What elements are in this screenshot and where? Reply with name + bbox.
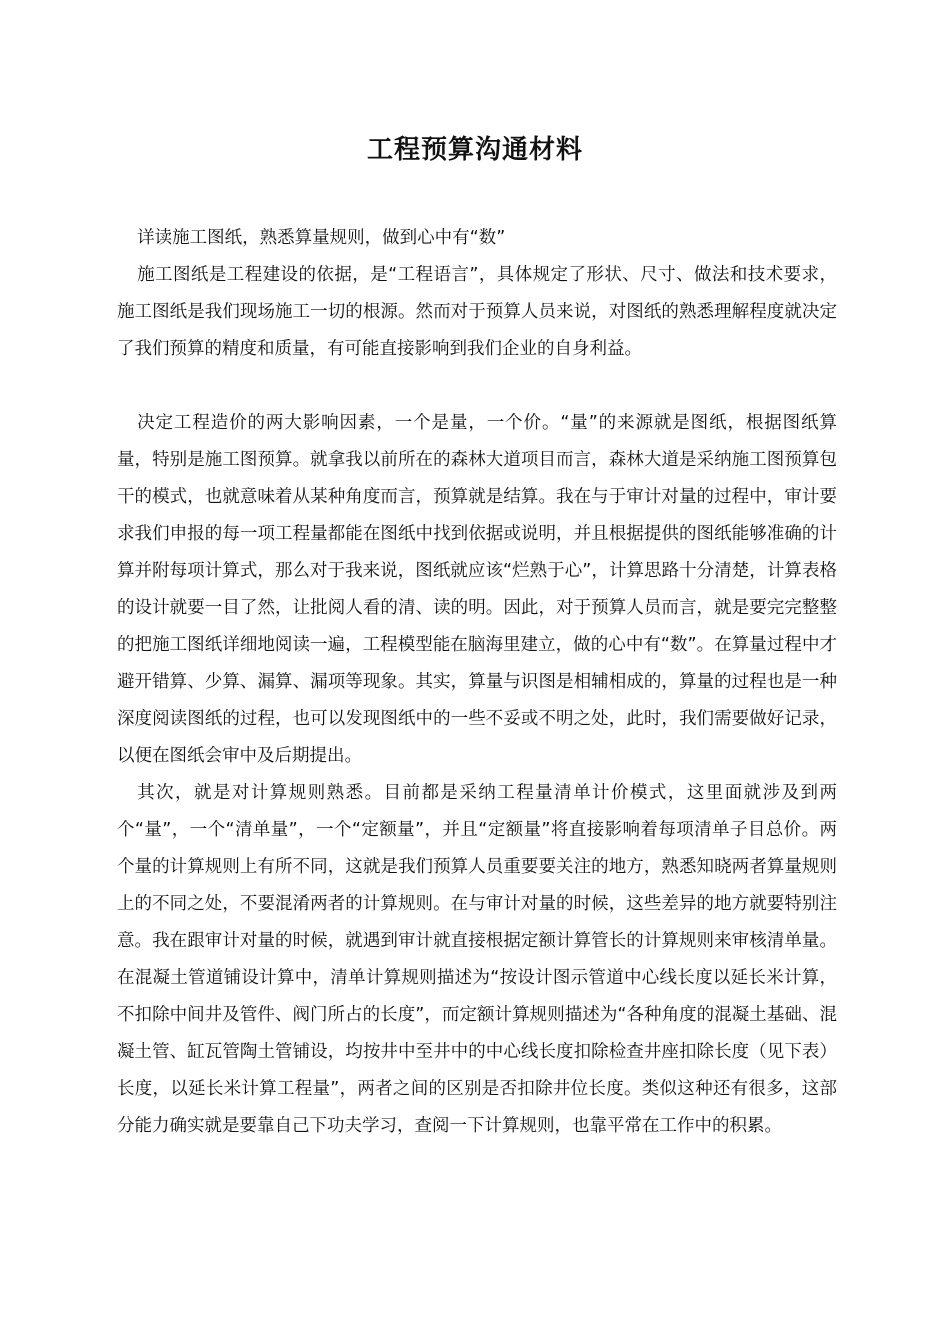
paragraph-1: 施工图纸是工程建设的依据，是“工程语言”，具体规定了形状、尺寸、做法和技术要求，施工图纸是我们现场施工一切的根源。然而对于预算人员来说，对图纸的熟悉理解程度就决定了我们预算的精度和质量，有可能直接影响到我们企业的自身利益。 bbox=[117, 265, 837, 359]
paragraph-2: 决定工程造价的两大影响因素，一个是量，一个价。“量”的来源就是图纸，根据图纸算量，特别是施工图预算。就拿我以前所在的森林大道项目而言，森林大道是采纳施工图预算包干的模式，也就意味着从某种角度而言，预算就是结算。我在与于审计对量的过程中，审计要求我们申报的每一项工程量都能在图纸中找到依据或说明，并且根据提供的图纸能够准确的计算并附每项计算式，那么对于我来说，图纸就应该“烂熟于心”，计算思路十分清楚，计算表格的设计就要一目了然，让批阅人看的清、读的明。因此，对于预算人员而言，就是要完完整整的把施工图纸详细地阅读一遍，工程模型能在脑海里建立，做的心中有“数”。在算量过程中才避开错算、少算、漏算、漏项等现象。其实，算量与识图是相辅相成的，算量的过程也是一种深度阅读图纸的过程，也可以发现图纸中的一些不妥或不明之处，此时，我们需要做好记录，以便在图纸会审中及后期提出。 bbox=[117, 413, 837, 766]
document-title: 工程预算沟通材料 bbox=[366, 135, 583, 165]
paragraph-gap bbox=[117, 368, 837, 405]
document-body bbox=[117, 220, 837, 1145]
paragraph-3: 其次，就是对计算规则熟悉。目前都是采纳工程量清单计价模式，这里面就涉及到两个“量”，一个“清单量”，一个“定额量”，并且“定额量”将直接影响着每项清单子目总价。两个量的计算规则上有所不同，这就是我们预算人员重要要关注的地方，熟悉知晓两者算量规则上的不同之处，不要混淆两者的计算规则。在与审计对量的时候，这些差异的地方就要特别注意。我在跟审计对量的时候，就遇到审计就直接根据定额计算管长的计算规则来审核清单量。在混凝土管道铺设计算中，清单计算规则描述为“按设计图示管道中心线长度以延长米计算，不扣除中间井及管件、阀门所占的长度”，而定额计算规则描述为“各种角度的混凝土基础、混凝土管、缸瓦管陶土管铺设，均按井中至井中的中心线长度扣除检查井座扣除长度（见下表）长度，以延长米计算工程量”，两者之间的区别是否扣除井位长度。类似这种还有很多，这部分能力确实就是要靠自己下功夫学习，查阅一下计算规则，也靠平常在工作中的积累。 bbox=[117, 783, 837, 1136]
section-heading: 详读施工图纸，熟悉算量规则，做到心中有“数” bbox=[137, 228, 506, 248]
